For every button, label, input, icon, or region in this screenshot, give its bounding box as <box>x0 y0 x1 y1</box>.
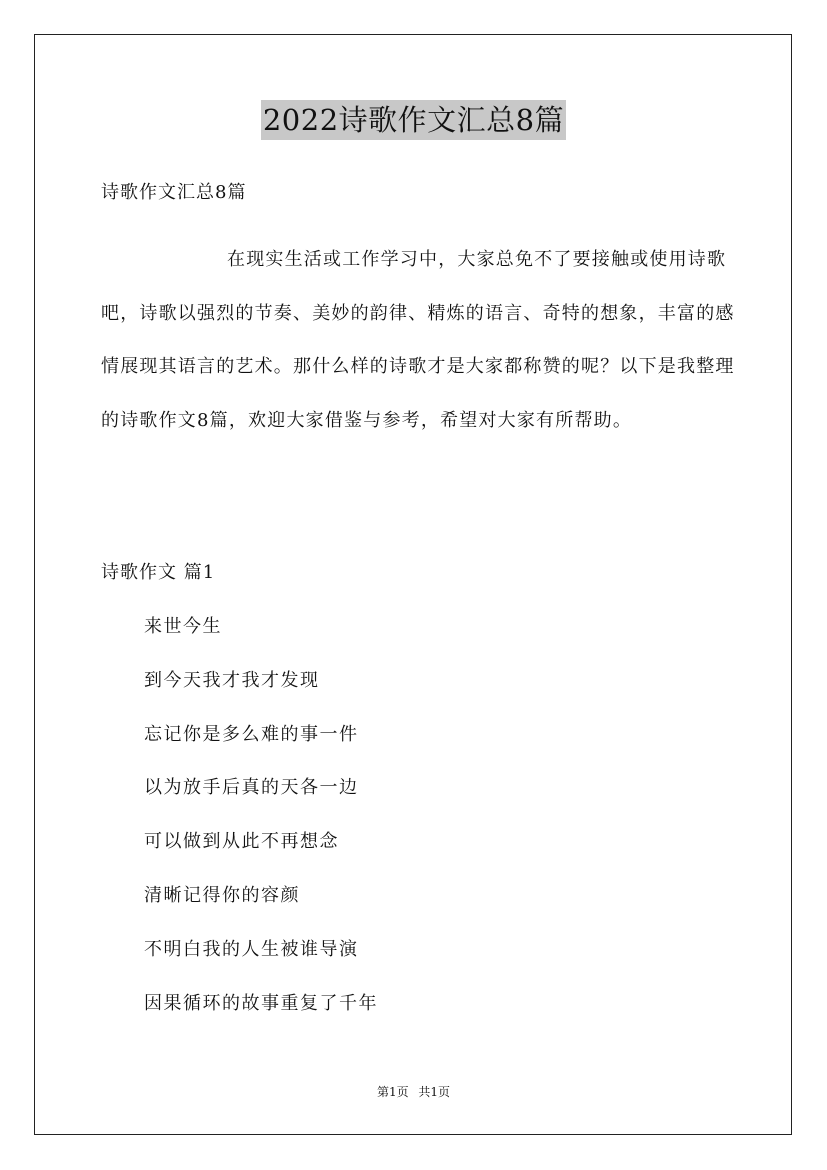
document-subtitle: 诗歌作文汇总8篇 <box>101 182 247 203</box>
title-container <box>0 100 827 140</box>
poem-line: 到今天我才我才发现 <box>144 669 320 691</box>
poem-line: 清晰记得你的容颜 <box>144 884 300 906</box>
poem <box>144 612 378 1042</box>
poem-line: 以为放手后真的天各一边 <box>144 777 359 799</box>
poem-line: 忘记你是多么难的事一件 <box>144 723 359 745</box>
section-heading: 诗歌作文 篇1 <box>101 562 216 583</box>
page-footer <box>0 1084 827 1100</box>
intro-paragraph: 在现实生活或工作学习中，大家总免不了要接触或使用诗歌吧，诗歌以强烈的节奏、美妙的韵律、精炼的语言、奇特的想象，丰富的感情展现其语言的艺术。那什么样的诗歌才是大家都称赞的呢？以下是我整理的诗歌作文8篇，欢迎大家借鉴与参考，希望对大家有所帮助。 <box>101 249 735 431</box>
page-total: 共1页 <box>418 1085 451 1099</box>
document-title: 2022诗歌作文汇总8篇 <box>261 100 566 140</box>
poem-line: 可以做到从此不再想念 <box>144 831 339 853</box>
page-number: 第1页 <box>376 1085 409 1099</box>
poem-line: 因果循环的故事重复了千年 <box>144 992 378 1014</box>
poem-line: 来世今生 <box>144 616 222 637</box>
poem-line: 不明白我的人生被谁导演 <box>144 938 359 960</box>
